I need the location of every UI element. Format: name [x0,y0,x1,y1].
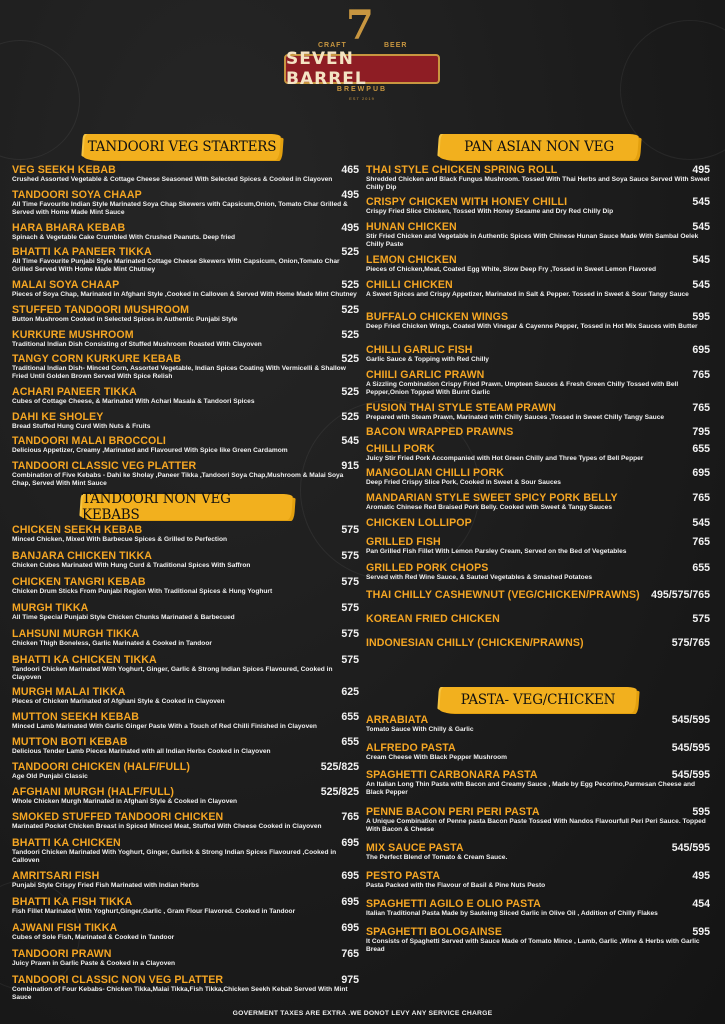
item-description: Minced Chicken, Mixed With Barbecue Spices & Grilled to Perfection [12,536,228,543]
menu-item [12,686,359,706]
item-price: 575 [692,613,710,625]
menu-item [366,426,710,438]
item-name: CHICKEN SEEKH KEBAB [12,524,143,536]
menu-item [366,742,710,762]
item-name: INDONESIAN CHILLY (CHICKEN/PRAWNS) [366,637,584,649]
item-description: Deep Fried Chicken Wings, Coated With Vinegar & Cayenne Pepper, Tossed in Hot Mix Sauces with Butter [366,323,698,330]
item-price: 525 [341,353,359,365]
item-price: 655 [341,711,359,723]
item-price: 495 [341,222,359,234]
item-name: LAHSUNI MURGH TIKKA [12,628,140,640]
item-description: Shredded Chicken and Black Fungus Mushroom. Tossed With Thai Herbs and Soya Sauce Served With Sweet Chilly Dip [366,176,710,192]
item-name: MANDARIAN STYLE SWEET SPICY PORK BELLY [366,492,618,504]
section-title: TANDOORI NON VEG KEBABS [82,491,231,523]
logo-established: EST 2019 [349,96,375,101]
tandoori-veg-list [12,0,359,1024]
item-price: 975 [341,974,359,986]
item-price: 495 [341,189,359,201]
menu-item [366,279,710,299]
item-description: All Time Favourite Indian Style Marinated Soya Chap Skewers with Capsicum,Onion, Tomato Char Grilled & Served with Home Made Mint Sauce [12,201,348,217]
item-name: TANDOORI CLASSIC NON VEG PLATTER [12,974,224,986]
item-name: AJWANI FISH TIKKA [12,922,118,934]
menu-item [366,254,710,274]
item-price: 525/825 [320,786,359,798]
logo-beer-text: BEER [384,42,408,49]
pan-asian-list [366,0,710,1024]
menu-item [366,562,710,582]
item-name: MALAI SOYA CHAAP [12,279,120,291]
item-name: BUFFALO CHICKEN WINGS [366,311,509,323]
item-price: 695 [692,344,710,356]
item-description: Cubes of Sole Fish, Marinated & Cooked in Tandoor [12,934,175,941]
item-price: 545 [692,279,710,291]
item-price: 525/825 [320,761,359,773]
item-price: 575 [341,654,359,666]
item-price: 765 [692,402,710,414]
menu-item [12,246,359,274]
item-price: 495 [692,870,710,882]
item-description: A Sizzling Combination Crispy Fried Prawn, Umpteen Sauces & Fresh Green Chilly Tossed with Bell Pepper,Onion Topped With Burnt Garlic [366,381,679,397]
item-description: Cream Cheese With Black Pepper Mushroom [366,754,508,761]
item-description: Fish Fillet Marinated With Yoghurt,Ginger,Garlic , Gram Flour Flavored. Cooked in Tandoor [12,908,296,915]
item-description: All Time Favourite Punjabi Style Marinated Cottage Cheese Skewers With Capsicum, Onion,Tomato Char Grilled Served With Home Made Mint Chutney [12,258,340,274]
item-description: Pieces of Chicken Marinated of Afghani Style & Cooked in Clayoven [12,698,225,705]
menu-item [12,435,359,455]
item-name: SPAGHETTI CARBONARA PASTA [366,769,538,781]
item-price: 525 [341,304,359,316]
item-description: Aromatic Chinese Red Braised Pork Belly. Cooked with Sweet & Tangy Sauces [366,504,612,511]
item-name: BHATTI KA CHICKEN TIKKA [12,654,157,666]
item-name: ARRABIATA [366,714,429,726]
item-name: CHICKEN LOLLIPOP [366,517,472,529]
item-description: Served with Red Wine Sauce, & Sauted Vegetables & Smashed Potatoes [366,574,593,581]
menu-item [366,467,710,487]
item-description: Crushed Assorted Vegetable & Cottage Cheese Seasoned With Selected Spices & Cooked in Clayoven [12,176,333,183]
item-price: 525 [341,246,359,258]
item-price: 575/765 [671,637,710,649]
brand-name: SEVEN BARREL [286,49,367,89]
menu-item [12,386,359,406]
item-price: 695 [692,467,710,479]
menu-item [366,926,710,954]
item-name: CHIILI GARLIC PRAWN [366,369,485,381]
item-name: GRILLED PORK CHOPS [366,562,489,574]
item-name: MANGOLIAN CHILLI PORK [366,467,505,479]
item-name: GRILLED FISH [366,536,441,548]
item-description: Tandoori Chicken Marinated With Yoghurt, Ginger, Garlick & Strong Indian Spices Flavoured ,Cooked in Calloven [12,849,337,865]
item-name: BHATTI KA CHICKEN [12,837,121,849]
menu-item [12,896,359,916]
item-price: 765 [692,369,710,381]
item-description: Marinated Pocket Chicken Breast in Spiced Minced Meat, Stuffed With Cheese Cooked in Clayoven [12,823,322,830]
item-price: 765 [341,948,359,960]
item-name: MIX SAUCE PASTA [366,842,464,854]
menu-item [366,870,710,890]
item-name: SPAGHETTI AGILO E OLIO PASTA [366,898,541,910]
item-description: Chicken Thigh Boneless, Garlic Marinated & Cooked in Tandoor [12,640,212,647]
item-price: 495/575/765 [651,589,710,601]
item-price: 525 [341,279,359,291]
menu-item [12,576,359,596]
item-description: Cubes of Cottage Cheese, & Marinated With Achari Masala & Tandoori Spices [12,398,255,405]
item-description: Combination of Four Kebabs- Chicken Tikka,Malai Tikka,Fish Tikka,Chicken Seekh Kebab Served With Mint Sauce [12,986,348,1002]
menu-item [366,369,710,397]
item-price: 575 [341,524,359,536]
item-name: CHILLI PORK [366,443,435,455]
item-price: 575 [341,628,359,640]
menu-item [366,842,710,862]
item-description: Delicious Tender Lamb Pieces Marinated with all Indian Herbs Cooked in Clayoven [12,748,271,755]
menu-item [366,443,710,463]
item-name: BANJARA CHICKEN TIKKA [12,550,153,562]
menu-item [12,711,359,731]
item-price: 765 [692,492,710,504]
item-price: 595 [692,806,710,818]
item-description: A Sweet Spices and Crispy Appetizer, Marinated in Salt & Pepper. Tossed in Sweet & Sour Tangy Sauce [366,291,689,298]
item-name: DAHI KE SHOLEY [12,411,104,423]
menu-item [366,637,710,649]
menu-item [12,602,359,622]
item-price: 795 [692,426,710,438]
item-name: HARA BHARA KEBAB [12,222,126,234]
menu-item [12,304,359,324]
item-price: 465 [341,164,359,176]
item-name: LEMON CHICKEN [366,254,457,266]
menu-item [12,837,359,865]
item-description: Whole Chicken Murgh Marinated in Afghani Style & Cooked in Clayoven [12,798,238,805]
item-name: SPAGHETTI BOLOGAINSE [366,926,502,938]
menu-item [12,411,359,431]
item-description: The Perfect Blend of Tomato & Cream Sauce. [366,854,508,861]
menu-item [366,536,710,556]
menu-item [12,524,359,544]
item-description: Tomato Sauce With Chilly & Garlic [366,726,474,733]
item-price: 625 [341,686,359,698]
item-description: Spinach & Vegetable Cake Crumbled With Crushed Peanuts. Deep fried [12,234,236,241]
item-description: Pasta Packed with the Flavour of Basil & Pine Nuts Pesto [366,882,546,889]
item-name: TANDOORI CHICKEN (HALF/FULL) [12,761,190,773]
item-price: 545/595 [671,714,710,726]
menu-item [366,221,710,249]
item-name: BACON WRAPPED PRAWNS [366,426,514,438]
menu-item [366,344,710,364]
menu-item [12,654,359,682]
item-description: Italian Traditional Pasta Made by Sauteing Sliced Garlic in Olive Oil , Addition of Chilly Flakes [366,910,658,917]
menu-item [366,898,710,918]
item-price: 545/595 [671,742,710,754]
menu-item [12,189,359,217]
menu-item [366,311,710,331]
item-description: Traditional Indian Dish- Minced Corn, Assorted Vegetable, Indian Spices Coating With Vermicelli & Shallow Fried Until Golden Brown Served With Spice Relish [12,365,346,381]
item-price: 545 [692,254,710,266]
item-name: KOREAN FRIED CHICKEN [366,613,500,625]
item-name: TANDOORI CLASSIC VEG PLATTER [12,460,197,472]
menu-item [366,492,710,512]
item-price: 695 [341,870,359,882]
item-name: AMRITSARI FISH [12,870,100,882]
item-price: 575 [341,602,359,614]
menu-item [366,402,710,422]
section-title: PASTA- VEG/CHICKEN [460,692,616,708]
item-price: 655 [692,562,710,574]
item-price: 545 [692,221,710,233]
item-name: FUSION THAI STYLE STEAM PRAWN [366,402,557,414]
item-description: A Unique Combination of Penne pasta Bacon Paste Tossed With Nandos Flavourfull Peri Peri Sauce. Topped With Bacon & Cheese [366,818,706,834]
item-name: HUNAN CHICKEN [366,221,457,233]
item-price: 545 [692,196,710,208]
item-name: ACHARI PANEER TIKKA [12,386,137,398]
item-description: Prepared with Steam Prawn, Marinated with Chilly Sauces ,Tossed in Sweet Chilly Tangy Sauce [366,414,665,421]
item-name: PESTO PASTA [366,870,441,882]
item-description: Pieces of Chicken,Meat, Coated Egg White, Slow Deep Fry ,Tossed in Sweet Lemon Flavored [366,266,657,273]
item-description: All Time Special Punjabi Style Chicken Chunks Marinated & Barbecued [12,614,235,621]
footer-note: GOVERMENT TAXES ARE EXTRA .WE DONOT LEVY ANY SERVICE CHARGE [232,1010,493,1017]
item-description: Minced Lamb Marinated With Garlic Ginger Paste With a Touch of Red Chilli Finished in Clayoven [12,723,317,730]
item-description: Bread Stuffed Hung Curd With Nuts & Fruits [12,423,151,430]
menu-item [12,761,359,781]
section-title: PAN ASIAN NON VEG [464,139,614,155]
menu-item [12,279,359,299]
menu-item [366,613,710,625]
item-description: Deep Fried Crispy Slice Pork, Cooked in Sweet & Sour Sauces [366,479,561,486]
logo-number: 7 [346,2,374,49]
menu-item [12,460,359,488]
item-description: Button Mushroom Cooked in Selected Spices in Authentic Punjabi Style [12,316,238,323]
item-name: STUFFED TANDOORI MUSHROOM [12,304,190,316]
section-title: TANDOORI VEG STARTERS [87,139,277,155]
item-name: MURGH TIKKA [12,602,89,614]
item-price: 525 [341,411,359,423]
item-description: Crispy Fried Slice Chicken, Tossed With Honey Sesame and Dry Red Chilly Dip [366,208,614,215]
item-price: 695 [341,896,359,908]
item-price: 695 [341,922,359,934]
item-name: MUTTON SEEKH KEBAB [12,711,139,723]
item-name: BHATTI KA FISH TIKKA [12,896,133,908]
item-name: CHICKEN TANGRI KEBAB [12,576,146,588]
item-description: Chicken Cubes Marinated With Hung Curd & Traditional Spices With Saffron [12,562,251,569]
item-price: 695 [341,837,359,849]
menu-item [366,714,710,734]
item-name: VEG SEEKH KEBAB [12,164,116,176]
menu-item [12,922,359,942]
item-name: CRISPY CHICKEN WITH HONEY CHILLI [366,196,568,208]
item-price: 595 [692,311,710,323]
menu-item [12,811,359,831]
item-description: Garlic Sauce & Topping with Red Chilly [366,356,489,363]
logo-subtitle: BREWPUB [336,86,388,93]
menu-item [12,222,359,242]
item-description: Pieces of Soya Chap, Marinated in Afghani Style ,Cooked in Calloven & Served With Home Made Mint Chutney [12,291,357,298]
item-price: 525 [341,386,359,398]
item-name: KURKURE MUSHROOM [12,329,134,341]
menu-item [12,736,359,756]
item-price: 545 [692,517,710,529]
menu-item [12,974,359,1002]
item-price: 525 [341,329,359,341]
item-price: 495 [692,164,710,176]
menu-item [12,550,359,570]
item-name: CHILLI CHICKEN [366,279,453,291]
item-price: 575 [341,550,359,562]
item-price: 655 [341,736,359,748]
item-description: Juicy Stir Fried Pork Accompanied with Hot Green Chilly and Three Types of Bell Pepper [366,455,644,462]
menu-item [12,786,359,806]
item-description: Traditional Indian Dish Consisting of Stuffed Mushroom Roasted With Clayoven [12,341,262,348]
menu-item [366,164,710,192]
item-description: Punjabi Style Crispy Fried Fish Marinated with Indian Herbs [12,882,199,889]
menu-item [12,329,359,349]
item-name: TANGY CORN KURKURE KEBAB [12,353,182,365]
item-name: THAI CHILLY CASHEWNUT (VEG/CHICKEN/PRAWNS) [366,589,640,601]
item-price: 575 [341,576,359,588]
item-description: Pan Grilled Fish Fillet With Lemon Parsley Cream, Served on the Bed of Vegetables [366,548,627,555]
item-name: PENNE BACON PERI PERI PASTA [366,806,540,818]
item-name: CHILLI GARLIC FISH [366,344,473,356]
item-name: MURGH MALAI TIKKA [12,686,126,698]
item-name: ALFREDO PASTA [366,742,456,754]
item-description: It Consists of Spaghetti Served with Sauce Made of Tomato Mince , Lamb, Garlic ,Wine & Herbs with Garlic Bread [366,938,700,954]
menu-item [12,164,359,184]
menu-item [12,353,359,381]
item-name: SMOKED STUFFED TANDOORI CHICKEN [12,811,224,823]
logo-craft-text: CRAFT [318,42,347,49]
menu-item [12,870,359,890]
menu-item [366,589,710,601]
item-price: 595 [692,926,710,938]
item-description: An Italian Long Thin Pasta with Bacon and Creamy Sauce , Made by Egg Pecorino,Parmesan Cheese and Black Pepper [366,781,696,797]
item-price: 915 [341,460,359,472]
item-name: TANDOORI SOYA CHAAP [12,189,142,201]
item-price: 545/595 [671,842,710,854]
item-price: 765 [692,536,710,548]
item-description: Combination of Five Kebabs - Dahi ke Sholay ,Paneer Tikka ,Tandoori Soya Chap,Mushroom & Malai Soya Chap, Served With Mint Sauce [12,472,344,488]
menu-item [12,628,359,648]
item-name: MUTTON BOTI KEBAB [12,736,128,748]
item-price: 545 [341,435,359,447]
item-name: TANDOORI PRAWN [12,948,112,960]
item-name: BHATTI KA PANEER TIKKA [12,246,152,258]
menu-item [366,769,710,797]
item-price: 655 [692,443,710,455]
menu-item [366,517,710,529]
menu-item [366,806,710,834]
item-name: AFGHANI MURGH (HALF/FULL) [12,786,174,798]
item-name: THAI STYLE CHICKEN SPRING ROLL [366,164,558,176]
item-price: 454 [692,898,710,910]
item-description: Chicken Drum Sticks From Punjabi Region With Traditional Spices & Hung Yoghurt [12,588,273,595]
item-price: 765 [341,811,359,823]
item-description: Juicy Prawn in Garlic Paste & Cooked in a Clayoven [12,960,176,967]
item-name: TANDOORI MALAI BROCCOLI [12,435,166,447]
item-price: 545/595 [671,769,710,781]
menu-item [12,948,359,968]
item-description: Age Old Punjabi Classic [12,773,88,780]
item-description: Stir Fried Chicken and Vegetable in Authentic Spices With Chinese Hunan Sauce Made With Sambal Oelek Chilly Paste [366,233,699,249]
item-description: Tandoori Chicken Marinated With Yoghurt, Ginger, Garlic & Strong Indian Spices Flavoured, Cooked in Clayoven [12,666,333,682]
item-description: Delicious Appetizer, Creamy ,Marinated and Flavoured With Spice like Green Cardamom [12,447,288,454]
menu-item [366,196,710,216]
